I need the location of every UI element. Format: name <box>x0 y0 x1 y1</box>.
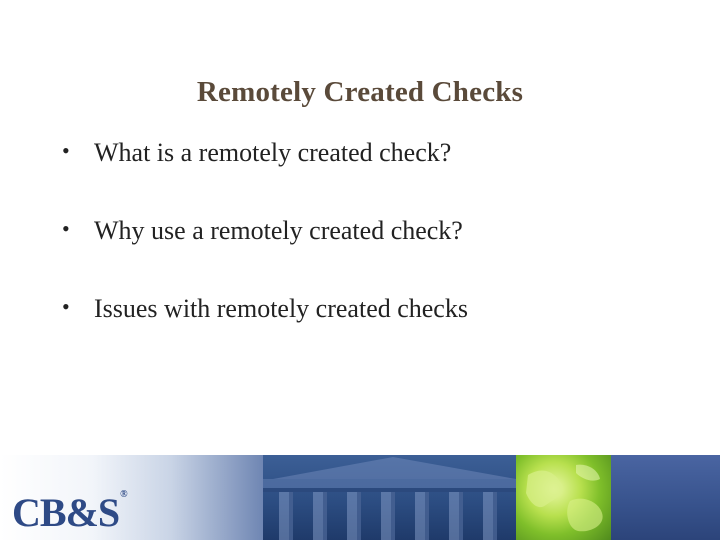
footer-banner <box>0 455 720 540</box>
bullet-item <box>62 294 468 372</box>
footer-right-panel <box>611 455 720 540</box>
footer-left-panel <box>0 455 263 540</box>
company-logo <box>12 489 127 536</box>
logo-text: CB&S <box>12 490 120 535</box>
courthouse-icon <box>263 455 516 540</box>
bullet-item <box>62 216 468 294</box>
globe-image <box>516 455 611 540</box>
bullet-icon: • <box>62 294 70 319</box>
bullet-text: Issues with remotely created checks <box>94 294 468 323</box>
bullet-text: Why use a remotely created check? <box>94 216 463 245</box>
bullet-text: What is a remotely created check? <box>94 138 452 167</box>
bullet-item <box>62 138 468 216</box>
bullet-icon: • <box>62 216 70 241</box>
globe-icon <box>516 455 611 540</box>
bullet-list <box>62 138 468 372</box>
bullet-icon: • <box>62 138 70 163</box>
courthouse-image <box>263 455 516 540</box>
slide-title: Remotely Created Checks <box>196 76 524 108</box>
logo-registered-mark: ® <box>120 489 127 500</box>
